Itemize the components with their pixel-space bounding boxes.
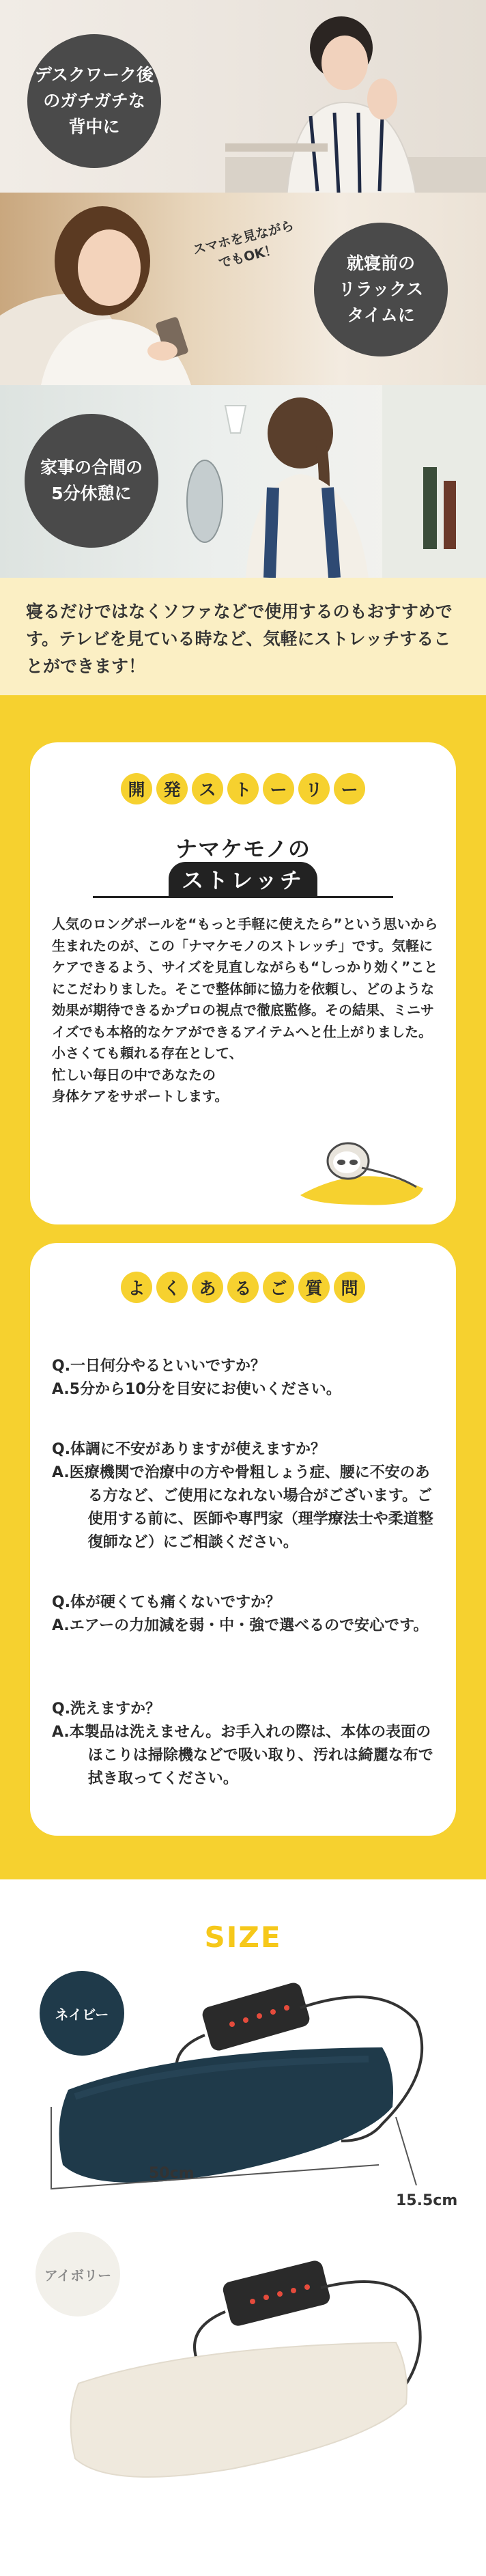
scene-housework [0,385,486,578]
scene-2-caption: 就寝前の リラックス タイムに [338,253,424,325]
story-heading-char: ー [263,773,294,804]
faq-answer: A.本製品は洗えません。お手入れの際は、本体の表面のほこりは掃除機などで吸い取り、汚れは綺麗な布で拭き取ってください。 [52,1724,433,1787]
sloth-illustration [287,1134,430,1209]
intro-caption-box [0,578,486,695]
story-heading-char: ス [192,773,223,804]
faq-question: Q.一日何分やるといいですか？ [52,1358,266,1375]
scene-2-note: スマホを見ながら でもOK！ [191,218,296,271]
story-heading-char: 開 [121,773,152,804]
faq-question: Q.洗えますか？ [52,1700,161,1718]
color-badge-ivory [35,2232,120,2316]
intro-text: 寝るだけではなくソファなどで使用するのもおすすめです。テレビを見ている時など、気軽にストレッチすることができます！ [26,602,453,676]
faq-question: Q.体調に不安がありますが使えますか？ [52,1441,326,1458]
product-name-line1: ナマケモノの [175,836,311,862]
scene-1-caption: デスクワーク後 のガチガチな 背中に [34,65,154,137]
faq-heading-char: 質 [298,1272,330,1303]
story-heading-char: ー [334,773,365,804]
faq-question: Q.体が硬くても痛くないですか？ [52,1594,281,1611]
faq-answer: A.エアーの力加減を弱・中・強で選べるので安心です。 [52,1617,429,1634]
faq-item [52,1438,441,1554]
story-body: 人気のロングポールを“もっと手軽に使えたら”という思いから生まれたのが、この「ナマケモノのストレッチ」です。気軽にケアできるよう、サイズを見直しながらも“しっかり効く”ことにこだわりました。そこで整体師に協力を依頼し、どのような効果が期待できるかプロの視点で徹底監修。その結果、ミニサイズでも本格的なケアができるアイテムへと仕上がりました。 小さくても頼れる存在として、 忙しい毎日の中であなたの 身体ケアをサポートします。 [52,916,438,1104]
faq-heading [121,1272,365,1303]
faq-heading-char: 問 [334,1272,365,1303]
story-heading-char: ト [227,773,259,804]
size-title: SIZE [204,1920,282,1954]
faq-answer: A.5分から10分を目安にお使いください。 [52,1381,341,1398]
scene-3-caption: 家事の合間の 5分休憩に [40,458,143,503]
faq-item [52,1591,441,1638]
length-label: 50cm [149,2165,195,2182]
story-heading [121,773,365,804]
scene-bedtime [0,193,486,385]
faq-heading-char: よ [121,1272,152,1303]
scene-desk-work [0,0,486,193]
color-label-navy: ネイビー [55,2006,109,2023]
faq-heading-char: あ [192,1272,223,1303]
story-heading-char: 発 [156,773,188,804]
story-heading-char: リ [298,773,330,804]
faq-item [52,1698,441,1791]
faq-heading-char: る [227,1272,259,1303]
color-label-ivory: アイボリー [44,2267,112,2284]
title-underline [93,896,393,898]
faq-heading-char: く [156,1272,188,1303]
product-name-line2: ストレッチ [169,862,317,896]
scene-2-bubble [314,223,448,356]
scene-1-bubble [27,34,161,168]
faq-heading-char: ご [263,1272,294,1303]
width-label: 15.5cm [396,2192,458,2209]
scene-3-bubble [25,414,158,548]
faq-answer: A.医療機関で治療中の方や骨粗しょう症、腰に不安のある方など、ご使用になれない場合がございます。ご使用する前に、医師や専門家（理学療法士や柔道整復師など）にご相談ください。 [52,1464,433,1551]
faq-item [52,1355,441,1401]
